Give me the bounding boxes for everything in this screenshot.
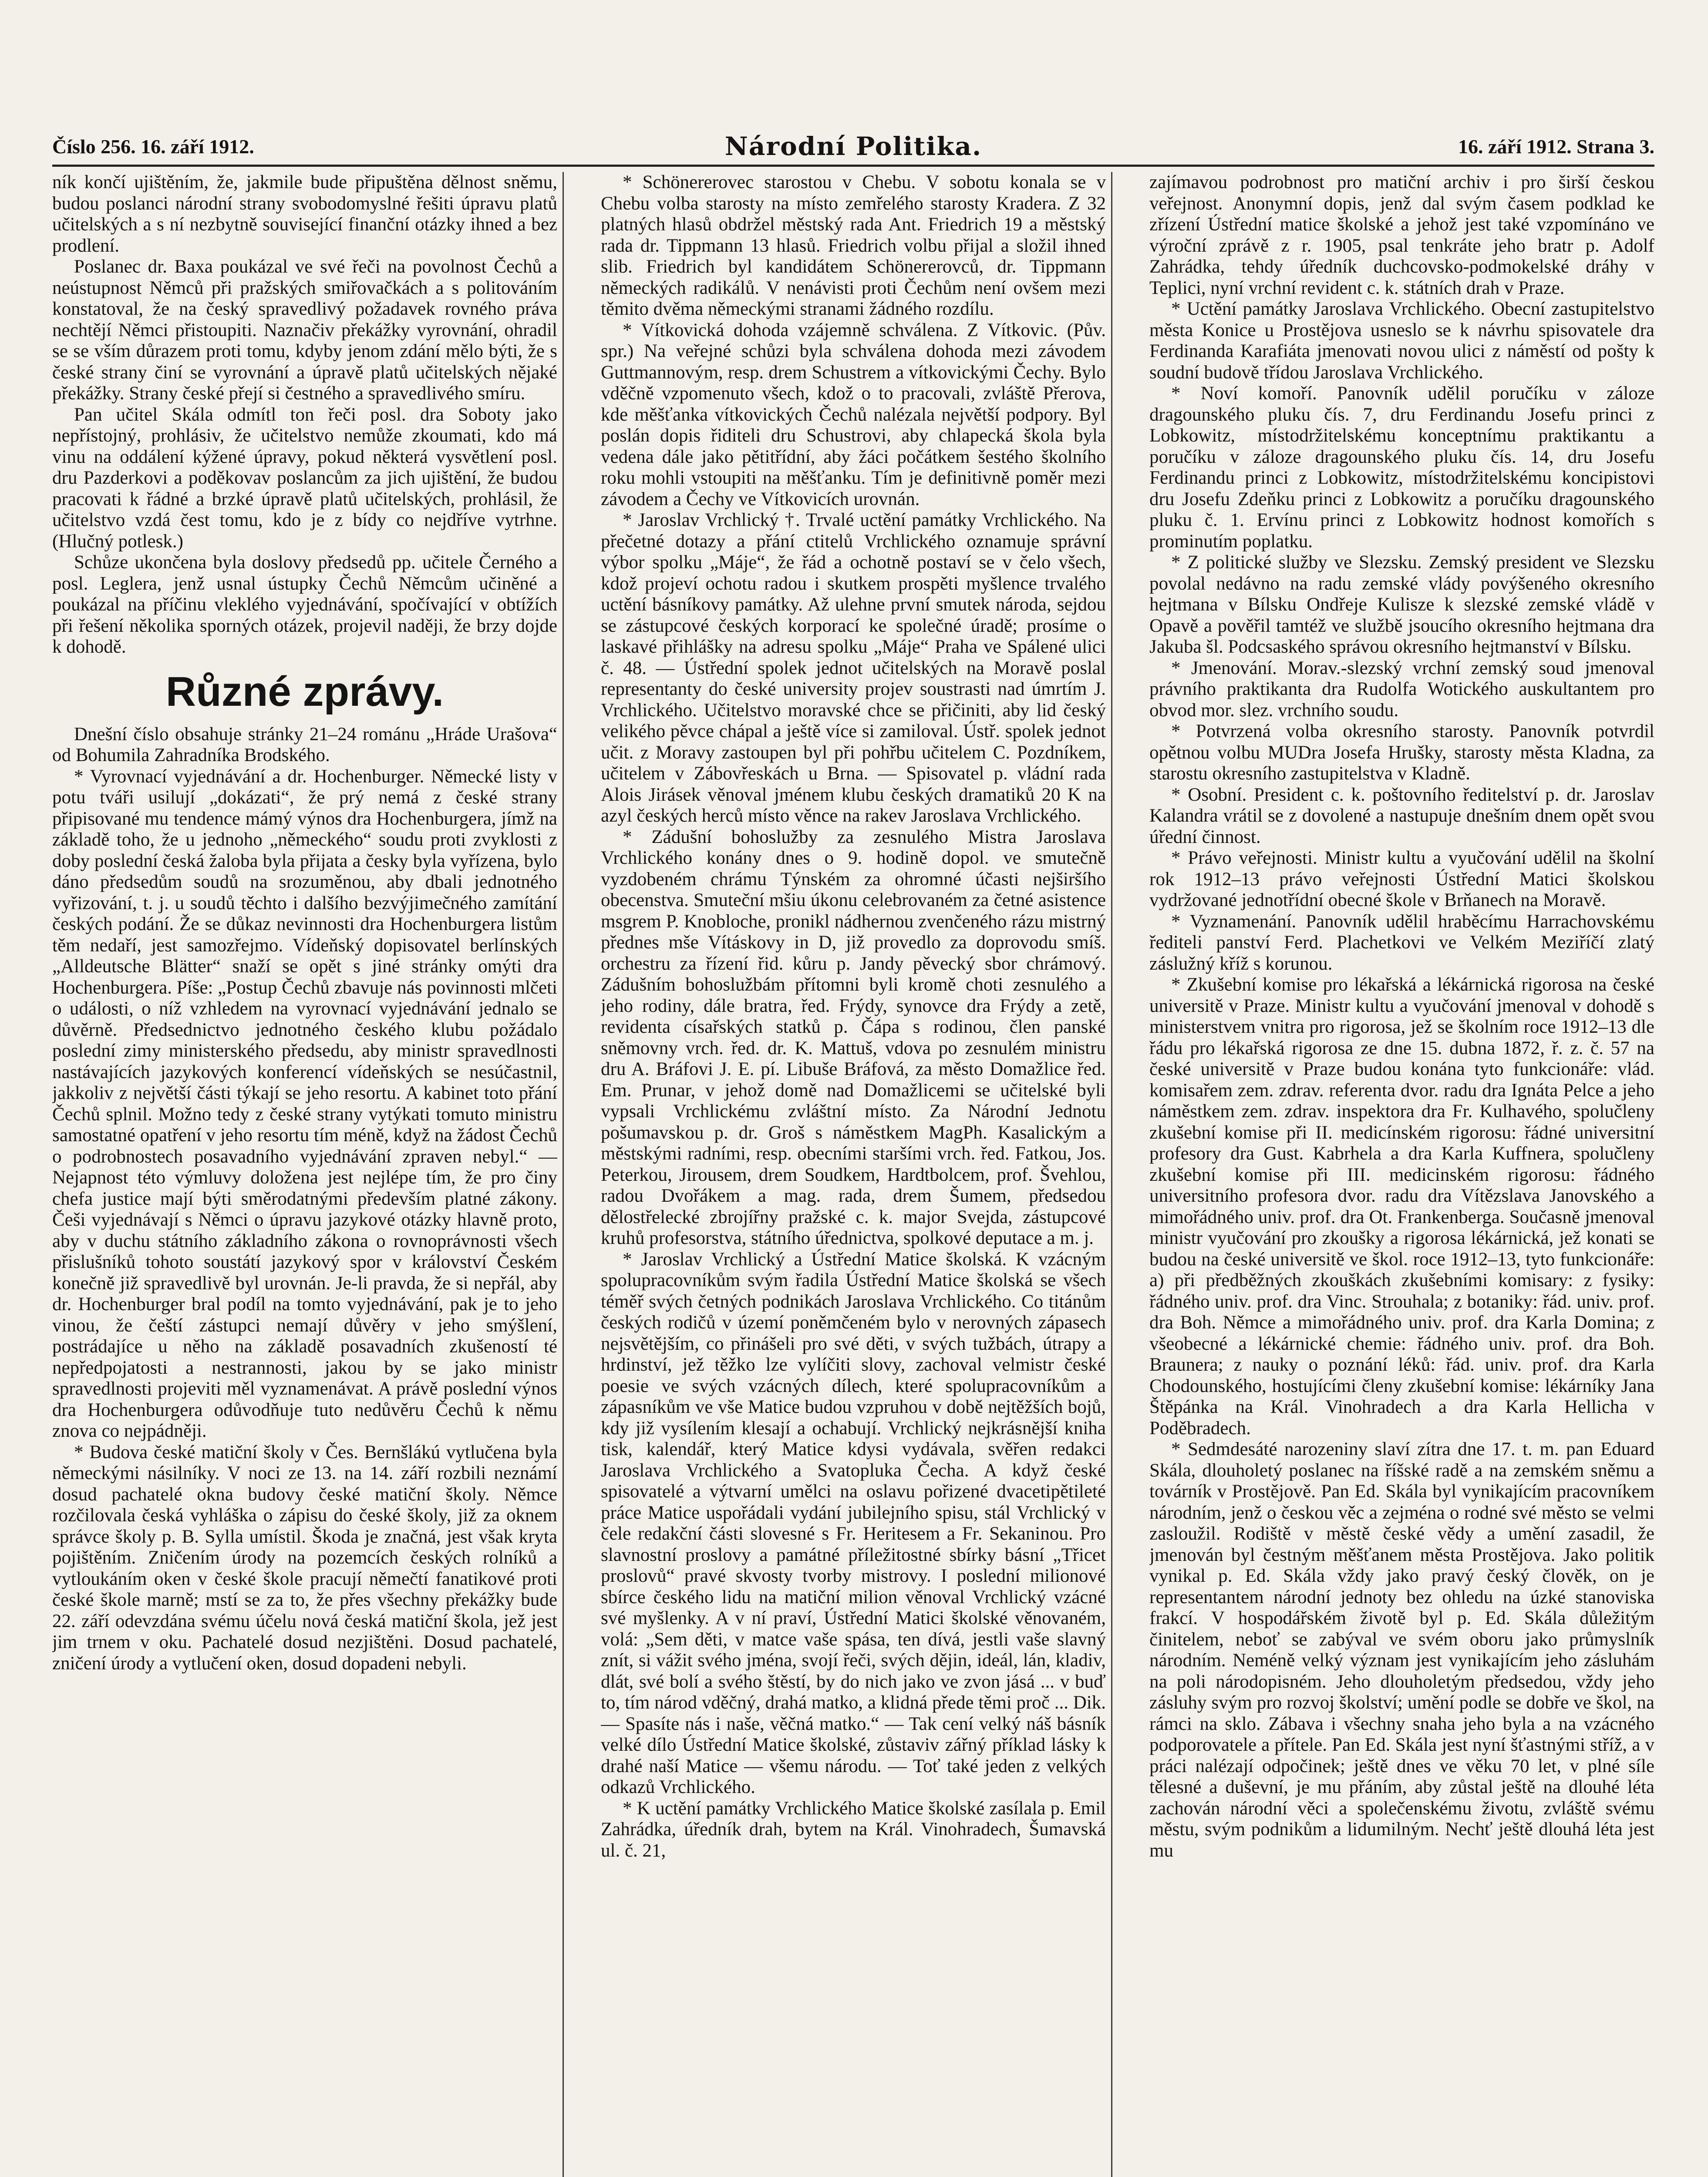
article-paragraph: Schůze ukončena byla doslovy předsedů pp. učitele Černého a posl. Leglera, jenž usnal ústupky Čechů Němcům učiněné a poukázal na příčinu vleklého vyjednávání, spočívající v obtížích při řešení několika sporných otázek, projevil naději, že brzy dojde k dohodě. — [52, 552, 557, 657]
article-paragraph: * Vyrovnací vyjednávání a dr. Hochenburger. Německé listy v potu tváři usilují „dokázati“, že prý nemá z české strany připisované mu tendence mámý výnos dra Hochenburgera, jímž na základě toho, že u jednoho „německého“ soudu proti zvyklosti z doby poslední česká žaloba byla přijata a česky byla vyřízena, bylo dáno předsedům soudů na srozuměnou, aby dbali jednotného vyřizování, t. j. u soudů těchto i dalšího bezvýjimečného zamítání českých podání. Že se důkaz nevinnosti dra Hochenburgera listům těm nedaří, jest samozřejmo. Vídeňský dopisovatel berlínských „Alldeutsche Blätter“ snaží se opět s jiné stránky omýti dra Hochenburgera. Píše: „Postup Čechů zbavuje nás povinnosti mlčeti o události, o níž vzhledem na vyrovnací vyjednávání jednalo se důvěrně. Předsednictvo jednotného českého klubu požádalo poslední zimy ministerského předsedu, aby ministr spravedlnosti nastávajících jazykových konferencí vídeňských se nesúčastnil, jakkoliv z největší části týkají se jeho resortu. A kabinet toto přání Čechů splnil. Možno tedy z české strany vytýkati tomuto ministru samostatné opatření v jeho resortu tím méně, když na žádost Čechů o podrobnostech posavadního vyjednávání zpraven nebyl.“ — Nejapnost této výmluvy doložena jest nejlépe tím, že pro činy chefa justice mají býti směrodatnými především platné zákony. Češi vyjednávají s Němci o úpravu jazykové otázky hlavně proto, aby v duchu státního základního zákona o rovnoprávnosti všech přislušníků tohoto soustátí jazykový spor v království Českém konečně již spravedlivě byl urovnán. Je-li pravda, že si nepřál, aby dr. Hochenburger bral podíl na tomto vyjednávání, pak je to jeho vinou, že čeští zástupci nemají důvěry v jeho smýšlení, postrádajíce u něho na základě posavadních zkušeností té nepředpojatosti a nestrannosti, jakou by se jako ministr spravedlnosti projeviti měl vyznamenávat. A právě poslední výnos dra Hochenburgera odůvodňuje tuto nedůvěru Čechů k němu znova co nejpádněji. — [52, 766, 557, 1441]
page-date-number: 16. září 1912. Strana 3. — [1458, 135, 1654, 158]
newspaper-title: Národní Politika. — [724, 131, 982, 161]
column-divider — [563, 172, 564, 2177]
article-paragraph: * Potvrzená volba okresního starosty. Panovník potvrdil opětnou volbu MUDra Josefa Hrušky, starosty města Kladna, za starostu okresního zastupitelstva v Kladně. — [1149, 721, 1654, 784]
article-paragraph: * Vyznamenání. Panovník udělil hraběcímu Harrachovskému řediteli panství Ferd. Plachetkovi ve Velkém Meziříčí zlatý záslužný kříž s korunou. — [1149, 911, 1654, 974]
article-paragraph: Pan učitel Skála odmítl ton řeči posl. dra Soboty jako nepřístojný, prohlásiv, že učitelstvo nemůže zkoumati, kdo má vinu na oddálení kýžené úpravy, pokud některá vysvětlení posl. dru Pazderkovi a poděkovav poslancům za jich ujištění, že budou pracovati k řádné a brzké úpravě platů učitelských, prohlásil, že učitelstvo vzdá čest tomu, kdo je z bídy co nejdříve vytrhne. (Hlučný potlesk.) — [52, 404, 557, 552]
header-rule — [52, 165, 1654, 167]
issue-number-date: Číslo 256. 16. září 1912. — [52, 135, 254, 158]
article-paragraph: * Jaroslav Vrchlický †. Trvalé uctění památky Vrchlického. Na přečetné dotazy a přání ctitelů Vrchlického oznamuje správní výbor spolku „Máje“, že řád a ochotně postaví se v čelo všech, kdož projeví ochotu radou i skutkem prospěti myšlence trvalého uctění básníkovy památky. Až ulehne první smutek národa, sejdou se zástupcové českých korporací ke společné úradě; prosíme o laskavé přihlášky na adresu spolku „Máje“ Praha ve Spálené ulici č. 48. — Ústřední spolek jednot učitelských na Moravě poslal representanty do české university projev soustrasti nad úmrtím J. Vrchlického. Učitelstvo moravské chce se přičiniti, aby lid český velikého pěvce chápal a ještě více si zamiloval. Ústř. spolek jednot učit. z Moravy zastoupen byl při pohřbu učitelem C. Pozdníkem, učitelem v Zábovřeskách u Brna. — Spisovatel p. vládní rada Alois Jirásek věnoval jménem klubu českých dramatiků 20 K na azyl českých herců místo věnce na rakev Jaroslava Vrchlického. — [601, 510, 1106, 826]
article-paragraph: zajímavou podrobnost pro matiční archiv i pro širší českou veřejnost. Anonymní dopis, jenž dal svým časem podklad ke zřízení Ústřední matice školské a jehož jest také vzpomínáno ve výroční zprávě z r. 1905, psal tenkráte jeho bratr p. Adolf Zahrádka, tehdy úředník duchcovsko-podmokelské dráhy v Teplici, nyní vrchní revident c. k. státních drah v Praze. — [1149, 172, 1654, 298]
article-paragraph: * Právo veřejnosti. Ministr kultu a vyučování udělil na školní rok 1912–13 právo veřejnosti Ústřední Matici školskou vydržované jednotřídní obecné škole v Brňanech na Moravě. — [1149, 848, 1654, 910]
article-paragraph: * Noví komoří. Panovník udělil poručíku v záloze dragounského pluku čís. 7, dru Ferdinandu Josefu princi z Lobkowitz, místodržitelskému konceptnímu praktikantu a poručíku v záloze dragounského pluku čís. 14, dru Josefu Ferdinandu princi z Lobkowitz, místodržitelskému koncipistovi dru Josefu Zdeňku princi z Lobkowitz a poručíku dragounského pluku č. 1. Ervínu princi z Lobkowitz hodnost komořích s prominutím poplatku. — [1149, 383, 1654, 552]
column-2 — [601, 172, 1106, 2177]
article-paragraph: ník končí ujištěním, že, jakmile bude připuštěna dělnost sněmu, budou poslanci národní strany svobodomyslné řešiti úpravu platů učitelských a s ní nezbytně související finanční otázky ihned a bez prodlení. — [52, 172, 557, 256]
article-paragraph: * K uctění památky Vrchlického Matice školské zasílala p. Emil Zahrádka, úředník drah, bytem na Král. Vinohradech, Šumavská ul. č. 21, — [601, 1798, 1106, 1861]
column-3 — [1149, 172, 1654, 2177]
article-paragraph: * Osobní. President c. k. poštovního ředitelství p. dr. Jaroslav Kalandra vrátil se z dovolené a nastupuje dnešním dnem opět svou úřední činnost. — [1149, 784, 1654, 847]
article-paragraph: * Budova české matiční školy v Čes. Bernšlákú vytlučena byla německými násilníky. V noci ze 13. na 14. září rozbili neznámí dosud pachatelé okna budovy české matiční školy. Němce rozčilovala česká vyhláška o zápisu do české školy, již za oknem správce školy p. B. Sylla umístil. Škoda je značná, jest však kryta pojištěním. Zničením úrody na pozemcích českých rolníků a vytloukáním oken v české škole pracují němečtí fanatikové proti české škole marně; mstí se za to, že přes všechny překážky bude 22. září odevzdána svému účelu nová česká matiční škola, jež jest jim trnem v oku. Pachatelé dosud nezjištěni. Dosud pachatelé, zničení úrody a vytlučení oken, dosud dopadeni nebyli. — [52, 1442, 557, 1674]
page-header — [52, 131, 1654, 165]
article-paragraph: Poslanec dr. Baxa poukázal ve své řeči na povolnost Čechů a neústupnost Němců při pražských smiřovačkách a s politováním konstatoval, že na český spravedlivý požadavek rovného práva nechtějí Němci přistoupiti. Naznačiv překážky vyrovnání, ohradil se se vším důrazem proti tomu, kdyby jenom zdání mělo býti, že s české strany činí se vyrovnání a úpravě platů učitelských nějaké překážky. Strany české přejí si čestného a spravedlivého smíru. — [52, 256, 557, 404]
article-paragraph: * Vítkovická dohoda vzájemně schválena. Z Vítkovic. (Pův. spr.) Na veřejné schůzi byla schválena dohoda mezi závodem Guttmannovým, resp. drem Schustrem a vítkovickými Čechy. Bylo vděčně vzpomenuto všech, kdož o to pracovali, zvláště Přerova, kde měšťanka vítkovických Čechů nalézala největší podpory. Byl poslán dopis řiditeli dru Schustrovi, aby chlapecká škola byla vedena dále jako pětitřídní, aby žáci počátkem šestého školního roku mohli vstoupiti na měšťanku. Tím je definitivně poměr mezi závodem a Čechy ve Vítkovicích urovnán. — [601, 320, 1106, 509]
article-paragraph: * Zádušní bohoslužby za zesnulého Mistra Jaroslava Vrchlického konány dnes o 9. hodině dopol. ve smutečně vyzdobeném chrámu Týnském za ohromné účasti nejširšího obecenstva. Smuteční mšiu úkonu celebrovaném za četné asistence msgrem P. Knobloche, pronikl nádhernou zvenčeného rázu mistrný přednes mše Vításkovy in D, již provedlo za doprovodu smíš. orchestru za řízení řid. kůru p. Jandy pěvecký sbor chrámový. Zádušním bohoslužbám přítomni byli kromě choti zesnulého a jeho rodiny, dále bratra, řed. Frýdy, synovce dra Frýdy a zetě, revidenta císařských statků p. Čápa s rodinou, člen panské sněmovny vrch. řed. dr. K. Mattuš, vdova po zesnulém ministru dru A. Bráfovi J. E. pí. Libuše Bráfová, za město Domažlice řed. Em. Prunar, v jehož domě nad Domažlicemi se učitelské byli vypsali Vrchlickému zvláštní místo. Za Národní Jednotu pošumavskou p. dr. Groš s náměstkem MagPh. Kasalickým a městskými radními, resp. obecními staršími vrch. řed. Fatkou, Jos. Peterkou, Jirousem, drem Soudkem, Hardtbolcem, prof. Švehlou, radou Dvořákem a mag. rada, drem Šumem, předsedou dělostřelecké zbrojířny pražské c. k. major Svejda, zástupcové kruhů profesorstva, státního úřednictva, spolkové deputace a m. j. — [601, 826, 1106, 1248]
article-paragraph: * Jmenování. Morav.-slezský vrchní zemský soud jmenoval právního praktikanta dra Rudolfa Wotického auskultantem pro obvod mor. slez. vrchního soudu. — [1149, 657, 1654, 721]
article-paragraph: * Jaroslav Vrchlický a Ústřední Matice školská. K vzácným spolupracovníkům svým řadila Ústřední Matice školská se všech téměř svých četných podnikách Jaroslava Vrchlického. Co titánům českých rodičů v území poněmčeném bylo v nerovných zápasech nejsvětějším, co přinášeli pro své děti, v svých tužbách, útrapy a hrdinství, jež těžko lze vylíčiti slovy, zachoval velmistr české poesie ve svých vzácných dílech, které spolupracovníkům a zápasníkům ve vše Matice budou vzpruhou v době nejtěžších bojů, kdy již vysílením klesají a ochabují. Vrchlický nejkrásnější kniha tisk, kalendář, který Matice kdysi vydávala, svěřen redakci Jaroslava Vrchlického a Svatopluka Čecha. A když české spisovatelé a výtvarní umělci na oslavu pořizené dvacetipětileté práce Matice uspořádali vydání jubilejního spisu, stál Vrchlický v čele redakční části slovesné s Fr. Heritesem a Fr. Sekaninou. Pro slavnostní proslovy a památné příležitostné sbírky básní „Třicet proslovů“ pravé skvosty tvorby mistrovy. I poslední milionové sbírce českého lidu na matiční milion věnoval Vrchlický vzácné své myšlenky. A v ní praví, Ústřední Matici školské věnovaném, volá: „Sem děti, v matce vaše spása, ten dívá, jestli vaše slavný znít, si vážit svého jména, svojí řeči, svých dějin, ideál, lán, kladiv, dlát, své bolí a svého štěstí, by do nich jako ve zvon jásá ... v buď to, tím národ vděčný, drahá matko, a klidná přede těmi proč ... Dik. — Spasíte nás i naše, věčná matko.“ — Tak cení velký náš básník velké dílo Ústřední Matice školské, zůstaviv zářný příklad lásky k drahé naší Matice — všemu národu. — Toť také jeden z velkých odkazů Vrchlického. — [601, 1249, 1106, 1797]
article-paragraph: * Zkušební komise pro lékařská a lékárnická rigorosa na české universitě v Praze. Ministr kultu a vyučování jmenoval v dohodě s ministerstvem vnitra pro rigorosa, jež se školním roce 1912–13 dle řádu pro lékařská rigorosa ze dne 15. dubna 1872, ř. z. č. 57 na české universitě v Praze budou konána tyto funkcionáře: vlád. komisařem zem. zdrav. referenta dvor. radu dra Ignáta Pelce a jeho náměstkem zem. zdrav. inspektora dra Fr. Kulhavého, spolučleny zkušební komise při II. medicínském rigorosu: řádné universitní profesory dra Gust. Kabrhela a dra Karla Kuffnera, spolučleny zkušební komise při III. medicinském rigorosu: řádného universitního profesora dvor. radu dra Vítězslava Janovského a mimořádného univ. prof. dra Ot. Frankenberga. Současně jmenoval ministr vyučování pro zkoušky a rigorosa lékárnická, jež konati se budou na české universitě ve škol. roce 1912–13, tyto funkcionáře: a) při předběžných zkouškách zkušebními komisary: z fysiky: řádného univ. prof. dra Vinc. Strouhala; z botaniky: řád. univ. prof. dra Boh. Němce a mimořádného univ. prof. dra Karla Domina; z všeobecné a lékárnické chemie: řádného univ. prof. dra Boh. Braunera; z nauky o poznání léků: řád. univ. prof. dra Karla Chodounského, hostujícími členy zkušební komise: lékárníky Jana Štěpánka na Král. Vinohradech a dra Karla Hellicha v Poděbradech. — [1149, 974, 1654, 1439]
column-1 — [52, 172, 557, 2177]
article-paragraph: * Uctění památky Jaroslava Vrchlického. Obecní zastupitelstvo města Konice u Prostějova usneslo se k návrhu spisovatele dra Ferdinanda Karafiáta jmenovati novou ulici z náměstí od pošty k soudní budově třídou Jaroslava Vrchlického. — [1149, 299, 1654, 383]
article-paragraph: Dnešní číslo obsahuje stránky 21–24 románu „Hráde Urašova“ od Bohumila Zahradníka Brodského. — [52, 724, 557, 765]
article-paragraph: * Schönererovec starostou v Chebu. V sobotu konala se v Chebu volba starosty na místo zemřelého starosty Kradera. Z 32 platných hlasů obdržel městský rada Ant. Friedrich 19 a městský rada dr. Tippmann 13 hlasů. Friedrich volbu přijal a složil ihned slib. Friedrich byl kandidátem Schönererovců, dr. Tippmann německých radikálů. V nenávisti proti Čechům není ovšem mezi těmito dvěma německými stranami žádného rozdílu. — [601, 172, 1106, 319]
article-paragraph: * Sedmdesáté narozeniny slaví zítra dne 17. t. m. pan Eduard Skála, dlouholetý poslanec na říšské radě a na zemském sněmu a továrník v Prostějově. Pan Ed. Skála byl vynikajícím pracovníkem národním, jenž o českou věc a zejména o rodné své město se velmi zasloužil. Rodiště v městě české vědy a umění zasadil, že jmenován byl čestným měšťanem města Prostějova. Jako politik vynikal p. Ed. Skála vždy jako pravý český člověk, on je representantem národní jednoty bez ohledu na úzké stanoviska frakcí. V hospodářském životě byl p. Ed. Skála důležitým činitelem, neboť se zabýval ve svém oboru jako průmyslník národním. Neméně velký význam jest vynikajícím jeho zásluhám na poli národopisném. Jeho dlouholetým předsedou, vždy jeho zásluhy svým pro rozvoj školství; umění podle se dobře ve škol, na rámci na sklo. Zábava i všechny snaha jeho byla a na vzácného podporovatele a přítele. Pan Ed. Skála jest nyní šťastnými stříž, a v práci nalézají odpočinek; ještě dnes ve věku 70 let, v plné síle tělesné a duševní, je mu přáním, aby zůstal ještě na dlouhé léta zachován národní věci a společenskému životu, zvláště svému městu, svým podnikům a lidumilným. Nechť ještě dlouhá léta jest mu — [1149, 1439, 1654, 1861]
column-divider — [1111, 172, 1112, 2177]
section-heading: Různé zprávy. — [165, 668, 444, 715]
article-paragraph: * Z politické služby ve Slezsku. Zemský president ve Slezsku povolal nedávno na radu zemské vlády povýšeného okresního hejtmana v Bílsku Ondřeje Kulisze k slezské zemské vládě v Opavě a pověřil tamtéž ve službě jsoucího okresního hejtmana dra Jakuba šl. Podcsaského správou okresního hejtmanství v Bílsku. — [1149, 552, 1654, 657]
